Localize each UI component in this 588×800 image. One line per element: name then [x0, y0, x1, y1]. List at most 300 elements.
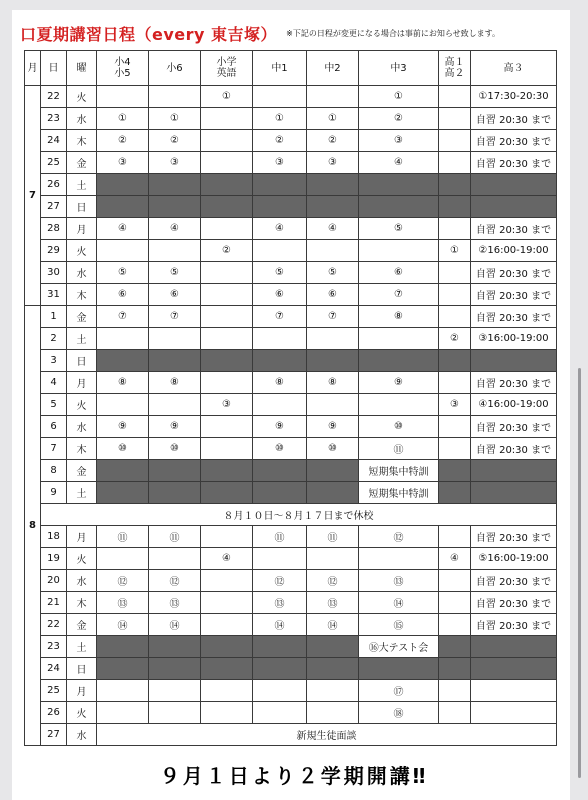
weekday-cell: 水	[67, 262, 97, 284]
closed-cell	[471, 196, 557, 218]
session-cell: ⑫	[97, 570, 149, 592]
session-cell	[307, 394, 359, 416]
weekday-cell: 金	[67, 614, 97, 636]
closed-cell	[307, 196, 359, 218]
day-cell: 23	[41, 108, 67, 130]
column-header-text: 小5	[114, 68, 131, 79]
session-cell	[439, 284, 471, 306]
column-header	[471, 51, 557, 86]
session-cell: ⑬	[253, 592, 307, 614]
weekday-cell: 水	[67, 108, 97, 130]
session-cell	[307, 548, 359, 570]
column-header-text: 高１	[444, 57, 465, 68]
high3-cell: 自習 20:30 まで	[471, 108, 557, 130]
closed-cell	[253, 174, 307, 196]
day-cell: 22	[41, 614, 67, 636]
session-cell	[439, 680, 471, 702]
high3-cell: 自習 20:30 まで	[471, 614, 557, 636]
session-cell: ③	[307, 152, 359, 174]
high3-cell	[471, 702, 557, 724]
session-cell: ②	[253, 130, 307, 152]
session-cell: ⑥	[97, 284, 149, 306]
day-cell: 8	[41, 460, 67, 482]
session-cell: ④	[97, 218, 149, 240]
column-header-text: 高３	[503, 62, 524, 74]
session-cell	[439, 702, 471, 724]
table-row	[25, 394, 557, 416]
weekday-cell: 水	[67, 416, 97, 438]
session-cell: ⑩	[149, 438, 201, 460]
column-header-text: 中1	[271, 62, 288, 74]
high3-cell: ⑤16:00-19:00	[471, 548, 557, 570]
column-header-text: 高２	[444, 68, 465, 79]
session-cell	[253, 680, 307, 702]
day-cell: 18	[41, 526, 67, 548]
session-cell: ⑥	[149, 284, 201, 306]
session-cell: ⑪	[97, 526, 149, 548]
day-cell: 5	[41, 394, 67, 416]
session-cell: ⑩	[307, 438, 359, 460]
table-row	[25, 438, 557, 460]
day-cell: 1	[41, 306, 67, 328]
session-cell: ①	[307, 108, 359, 130]
closure-notice: ８月１０日～８月１７日まで休校	[41, 504, 557, 526]
day-cell: 21	[41, 592, 67, 614]
closed-cell	[471, 174, 557, 196]
session-cell: ⑩	[359, 416, 439, 438]
closed-cell	[253, 636, 307, 658]
session-cell	[97, 394, 149, 416]
session-cell: ⑦	[359, 284, 439, 306]
day-cell: 25	[41, 152, 67, 174]
closed-cell	[253, 460, 307, 482]
weekday-cell: 木	[67, 438, 97, 460]
session-cell: ②	[307, 130, 359, 152]
weekday-cell: 月	[67, 526, 97, 548]
weekday-cell: 土	[67, 482, 97, 504]
weekday-cell: 金	[67, 306, 97, 328]
closed-cell	[307, 350, 359, 372]
session-cell: ⑪	[253, 526, 307, 548]
session-cell	[439, 86, 471, 108]
column-header	[41, 51, 67, 86]
session-cell: ⑪	[359, 438, 439, 460]
day-cell: 31	[41, 284, 67, 306]
closed-cell	[149, 174, 201, 196]
column-header-text: 月	[27, 62, 38, 74]
weekday-cell: 日	[67, 196, 97, 218]
session-cell: ⑦	[149, 306, 201, 328]
session-cell: ⑨	[97, 416, 149, 438]
session-cell: ⑭	[97, 614, 149, 636]
closed-cell	[201, 350, 253, 372]
session-cell: ⑨	[149, 416, 201, 438]
table-row	[25, 130, 557, 152]
session-cell: ④	[253, 218, 307, 240]
session-cell: ⑥	[253, 284, 307, 306]
special-session-cell: 短期集中特訓	[359, 482, 439, 504]
session-cell: ③	[439, 394, 471, 416]
weekday-cell: 月	[67, 372, 97, 394]
weekday-cell: 水	[67, 570, 97, 592]
special-session-cell: ⑯大テスト会	[359, 636, 439, 658]
closed-cell	[439, 636, 471, 658]
high3-cell: 自習 20:30 まで	[471, 306, 557, 328]
table-row	[25, 284, 557, 306]
session-cell: ⑩	[253, 438, 307, 460]
table-row	[25, 196, 557, 218]
session-cell	[253, 86, 307, 108]
high3-cell: 自習 20:30 まで	[471, 416, 557, 438]
weekday-cell: 木	[67, 592, 97, 614]
session-cell: ①	[439, 240, 471, 262]
day-cell: 20	[41, 570, 67, 592]
day-cell: 22	[41, 86, 67, 108]
session-cell: ②	[201, 240, 253, 262]
session-cell	[201, 262, 253, 284]
session-cell	[359, 548, 439, 570]
column-header	[201, 51, 253, 86]
weekday-cell: 日	[67, 350, 97, 372]
column-header-text: 小学	[216, 57, 237, 68]
high3-cell: 自習 20:30 まで	[471, 262, 557, 284]
session-cell	[201, 438, 253, 460]
day-cell: 6	[41, 416, 67, 438]
session-cell: ⑥	[359, 262, 439, 284]
session-cell: ⑨	[359, 372, 439, 394]
column-header	[359, 51, 439, 86]
session-cell	[97, 680, 149, 702]
high3-cell: ④16:00-19:00	[471, 394, 557, 416]
session-cell	[201, 284, 253, 306]
session-cell: ②	[97, 130, 149, 152]
weekday-cell: 火	[67, 86, 97, 108]
session-cell: ⑤	[253, 262, 307, 284]
day-cell: 24	[41, 658, 67, 680]
session-cell	[439, 262, 471, 284]
session-cell: ①	[201, 86, 253, 108]
closed-cell	[201, 460, 253, 482]
table-row	[25, 504, 557, 526]
table-row	[25, 372, 557, 394]
session-cell	[149, 680, 201, 702]
session-cell	[149, 240, 201, 262]
session-cell	[201, 372, 253, 394]
high3-cell: 自習 20:30 まで	[471, 372, 557, 394]
session-cell	[359, 328, 439, 350]
closed-cell	[307, 658, 359, 680]
column-header-text: 曜	[76, 62, 87, 74]
session-cell	[149, 548, 201, 570]
closed-cell	[149, 482, 201, 504]
session-cell	[307, 702, 359, 724]
session-cell	[201, 218, 253, 240]
table-row	[25, 636, 557, 658]
weekday-cell: 金	[67, 152, 97, 174]
day-cell: 29	[41, 240, 67, 262]
session-cell: ⑭	[149, 614, 201, 636]
session-cell	[439, 372, 471, 394]
session-cell	[439, 614, 471, 636]
session-cell: ③	[359, 130, 439, 152]
session-cell: ③	[253, 152, 307, 174]
closed-cell	[201, 658, 253, 680]
weekday-cell: 木	[67, 130, 97, 152]
session-cell: ⑤	[359, 218, 439, 240]
high3-cell	[471, 680, 557, 702]
table-row	[25, 658, 557, 680]
high3-cell: ③16:00-19:00	[471, 328, 557, 350]
day-cell: 24	[41, 130, 67, 152]
session-cell: ⑬	[359, 570, 439, 592]
column-header-text: 小4	[114, 57, 131, 68]
table-row	[25, 218, 557, 240]
session-cell: ⑥	[307, 284, 359, 306]
header	[20, 22, 500, 46]
column-header-text: 日	[48, 62, 59, 74]
column-header	[307, 51, 359, 86]
high3-cell: ①17:30-20:30	[471, 86, 557, 108]
closed-cell	[471, 658, 557, 680]
day-cell: 4	[41, 372, 67, 394]
table-header-row	[25, 51, 557, 86]
table-row	[25, 262, 557, 284]
session-cell: ⑫	[307, 570, 359, 592]
closed-cell	[253, 658, 307, 680]
session-cell: ②	[149, 130, 201, 152]
session-cell	[307, 86, 359, 108]
closed-cell	[359, 350, 439, 372]
session-cell: ③	[149, 152, 201, 174]
session-cell: ⑫	[253, 570, 307, 592]
session-cell	[201, 680, 253, 702]
table-row	[25, 460, 557, 482]
session-cell: ①	[253, 108, 307, 130]
weekday-cell: 月	[67, 680, 97, 702]
column-header	[67, 51, 97, 86]
session-cell: ⑦	[307, 306, 359, 328]
session-cell	[201, 592, 253, 614]
session-cell: ⑬	[149, 592, 201, 614]
high3-cell: 自習 20:30 まで	[471, 152, 557, 174]
closed-cell	[307, 460, 359, 482]
day-cell: 9	[41, 482, 67, 504]
session-cell: ⑬	[97, 592, 149, 614]
weekday-cell: 火	[67, 548, 97, 570]
closed-cell	[201, 482, 253, 504]
closed-cell	[439, 658, 471, 680]
closed-cell	[471, 636, 557, 658]
session-cell	[97, 86, 149, 108]
table-row	[25, 86, 557, 108]
session-cell: ⑪	[149, 526, 201, 548]
column-header-text: 小6	[166, 62, 183, 74]
day-cell: 27	[41, 196, 67, 218]
session-cell: ⑧	[253, 372, 307, 394]
closed-cell	[439, 482, 471, 504]
column-header-text: 中3	[390, 62, 407, 74]
session-cell: ③	[201, 394, 253, 416]
session-cell	[201, 570, 253, 592]
closed-cell	[97, 658, 149, 680]
session-cell: ④	[201, 548, 253, 570]
day-cell: 2	[41, 328, 67, 350]
session-cell	[201, 130, 253, 152]
session-cell	[307, 680, 359, 702]
column-header-text: 英語	[216, 68, 237, 79]
closed-cell	[471, 460, 557, 482]
session-cell	[97, 702, 149, 724]
session-cell: ⑭	[359, 592, 439, 614]
table-row	[25, 548, 557, 570]
session-cell: ⑰	[359, 680, 439, 702]
session-cell	[439, 306, 471, 328]
session-cell: ①	[149, 108, 201, 130]
session-cell: ④	[307, 218, 359, 240]
scrollbar[interactable]	[578, 368, 581, 778]
weekday-cell: 水	[67, 724, 97, 746]
table-row	[25, 328, 557, 350]
weekday-cell: 木	[67, 284, 97, 306]
closed-cell	[201, 196, 253, 218]
session-cell	[359, 394, 439, 416]
session-cell: ⑧	[359, 306, 439, 328]
session-cell: ⑤	[149, 262, 201, 284]
high3-cell: 自習 20:30 まで	[471, 218, 557, 240]
high3-cell: 自習 20:30 まで	[471, 438, 557, 460]
table-row	[25, 570, 557, 592]
closed-cell	[307, 636, 359, 658]
session-cell	[439, 152, 471, 174]
table-row	[25, 680, 557, 702]
high3-cell: 自習 20:30 まで	[471, 592, 557, 614]
session-cell	[439, 526, 471, 548]
closed-cell	[149, 350, 201, 372]
session-cell	[439, 570, 471, 592]
day-cell: 25	[41, 680, 67, 702]
table-row	[25, 416, 557, 438]
high3-cell: 自習 20:30 まで	[471, 284, 557, 306]
session-cell: ⑧	[97, 372, 149, 394]
session-cell	[149, 86, 201, 108]
closed-cell	[97, 482, 149, 504]
session-cell	[439, 438, 471, 460]
special-session-cell: 短期集中特訓	[359, 460, 439, 482]
table-row	[25, 306, 557, 328]
table-row	[25, 152, 557, 174]
closed-cell	[439, 460, 471, 482]
table-row	[25, 108, 557, 130]
table-row	[25, 614, 557, 636]
session-cell: ⑮	[359, 614, 439, 636]
session-cell: ⑫	[149, 570, 201, 592]
session-cell	[149, 328, 201, 350]
closed-cell	[253, 482, 307, 504]
schedule-table	[24, 50, 557, 746]
session-cell	[97, 240, 149, 262]
table-row	[25, 592, 557, 614]
session-cell	[201, 614, 253, 636]
closed-cell	[149, 196, 201, 218]
session-cell	[97, 548, 149, 570]
table-row	[25, 482, 557, 504]
closed-cell	[97, 196, 149, 218]
column-header	[439, 51, 471, 86]
high3-cell: 自習 20:30 まで	[471, 130, 557, 152]
session-cell	[253, 328, 307, 350]
closed-cell	[149, 460, 201, 482]
session-cell	[253, 548, 307, 570]
weekday-cell: 土	[67, 636, 97, 658]
closed-cell	[201, 174, 253, 196]
term-start-announcement: ９月１日より２学期開講‼	[159, 764, 429, 788]
session-cell	[253, 240, 307, 262]
session-cell	[439, 592, 471, 614]
weekday-cell: 火	[67, 702, 97, 724]
closed-cell	[471, 350, 557, 372]
session-cell	[97, 328, 149, 350]
high3-cell: 自習 20:30 まで	[471, 570, 557, 592]
column-header	[253, 51, 307, 86]
month-cell: 8	[25, 306, 41, 746]
closed-cell	[149, 636, 201, 658]
session-cell: ⑦	[253, 306, 307, 328]
day-cell: 3	[41, 350, 67, 372]
weekday-cell: 火	[67, 394, 97, 416]
session-cell	[149, 702, 201, 724]
session-cell	[149, 394, 201, 416]
session-cell	[201, 416, 253, 438]
session-cell: ⑧	[149, 372, 201, 394]
column-header	[25, 51, 41, 86]
session-cell: ④	[149, 218, 201, 240]
column-header	[97, 51, 149, 86]
table-row	[25, 174, 557, 196]
session-cell	[201, 328, 253, 350]
session-cell: ⑭	[307, 614, 359, 636]
table-row	[25, 702, 557, 724]
session-cell: ⑬	[307, 592, 359, 614]
closed-cell	[439, 174, 471, 196]
closed-cell	[253, 350, 307, 372]
session-cell: ④	[439, 548, 471, 570]
session-cell: ③	[97, 152, 149, 174]
column-header	[149, 51, 201, 86]
session-cell: ⑪	[307, 526, 359, 548]
closed-cell	[201, 636, 253, 658]
day-cell: 7	[41, 438, 67, 460]
session-cell: ②	[439, 328, 471, 350]
weekday-cell: 土	[67, 328, 97, 350]
closed-cell	[439, 350, 471, 372]
month-cell: 7	[25, 86, 41, 306]
column-header-text: 中2	[324, 62, 341, 74]
day-cell: 30	[41, 262, 67, 284]
weekday-cell: 月	[67, 218, 97, 240]
closed-cell	[97, 174, 149, 196]
closed-cell	[359, 658, 439, 680]
session-cell	[201, 152, 253, 174]
session-cell: ⑱	[359, 702, 439, 724]
weekday-cell: 日	[67, 658, 97, 680]
table-row	[25, 240, 557, 262]
session-cell	[307, 328, 359, 350]
session-cell	[201, 526, 253, 548]
interview-notice: 新規生徒面談	[97, 724, 557, 746]
session-cell: ⑧	[307, 372, 359, 394]
closed-cell	[97, 636, 149, 658]
session-cell: ④	[359, 152, 439, 174]
